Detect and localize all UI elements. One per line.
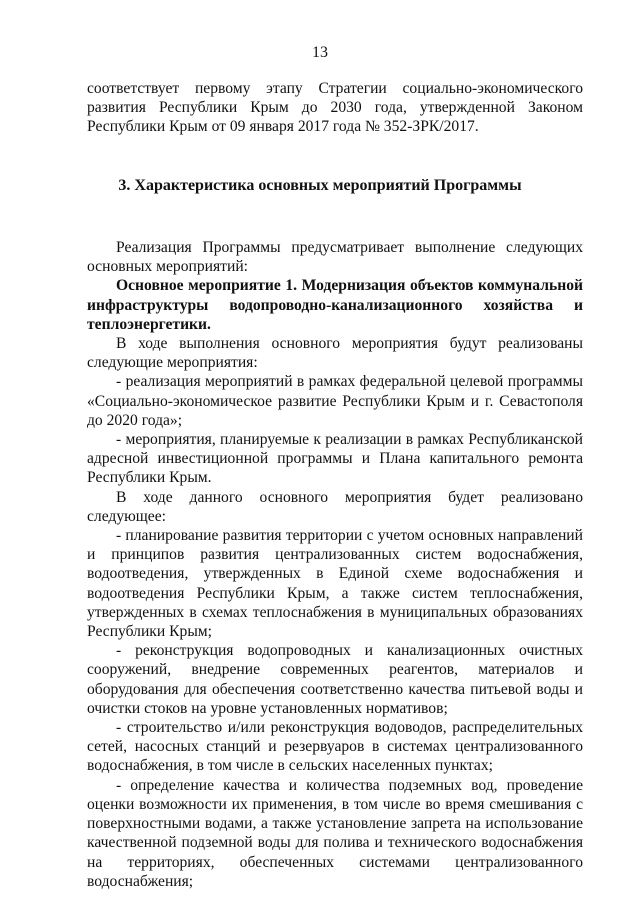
- list-item-territory-planning: - планирование развития территории с учетом основных направлений и принципов развития централизованных систем водоснабжения, водоотведения, утвержденных в Единой схеме водоснабжения и водоотведения Республики Крым, а также систем теплоснабжения, утвержденных в схемах теплоснабжения в муниципальных образованиях Республики Крым;: [87, 527, 583, 641]
- intro-text: соответствует первому этапу Стратегии социально-экономического развития Республики Крым до 2030 года, утвержденной Законом Республики Крым от 09 января 2017 года № 352-ЗРК/2017.: [87, 80, 583, 136]
- section-heading: 3. Характеристика основных мероприятий Программы: [118, 177, 522, 194]
- section-body: [87, 238, 583, 891]
- paragraph-implementation-lead: В ходе данного основного мероприятия будет реализовано следующее:: [87, 488, 583, 525]
- list-item-water-networks: - строительство и/или реконструкция водоводов, распределительных сетей, насосных станций и резервуаров в системах централизованного водоснабжения, в том числе в сельских населенных пунктах;: [87, 719, 583, 775]
- list-item-groundwater: - определение качества и количества подземных вод, проведение оценки возможности их применения, в том числе во время смешивания с поверхностными водами, а также установление запрета на использование качественной подземной воды для полива и технического водоснабжения на территориях, обеспеченных системами централизованного водоснабжения;: [87, 776, 583, 890]
- page-number: 13: [312, 44, 328, 61]
- paragraph-intro: Реализация Программы предусматривает выполнение следующих основных мероприятий:: [87, 239, 583, 276]
- list-item-federal-program: - реализация мероприятий в рамках федеральной целевой программы «Социально-экономическое развитие Республики Крым и г. Севастополя до 2020 года»;: [87, 373, 583, 429]
- paragraph-main-activity-1: Основное мероприятие 1. Модернизация объектов коммунальной инфраструктуры водопроводно-канализационного хозяйства и теплоэнергетики.: [87, 277, 583, 333]
- intro-paragraph: [87, 79, 583, 137]
- paragraph-activities-lead: В ходе выполнения основного мероприятия будут реализованы следующие мероприятия:: [87, 335, 583, 372]
- list-item-treatment-reconstruction: - реконструкция водопроводных и канализационных очистных сооружений, внедрение современных реагентов, материалов и оборудования для обеспечения соответственно качества питьевой воды и очистки стоков на уровне установленных нормативов;: [87, 642, 583, 717]
- list-item-republican-program: - мероприятия, планируемые к реализации в рамках Республиканской адресной инвестиционной программы и Плана капитального ремонта Республики Крым.: [87, 431, 583, 487]
